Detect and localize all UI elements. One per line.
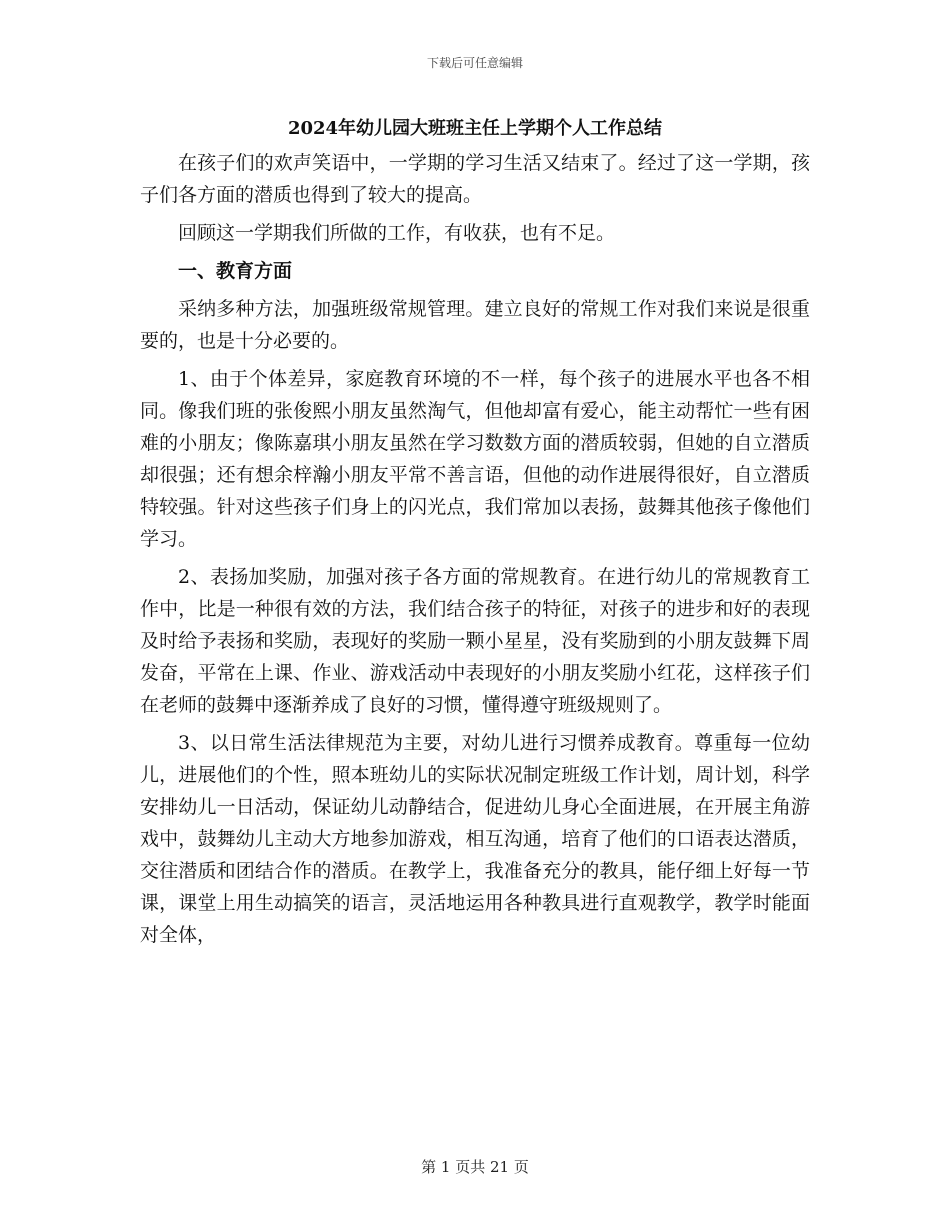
document-body: [140, 147, 810, 957]
list-item-2: 2、表扬加奖励，加强对孩子各方面的常规教育。在进行幼儿的常规教育工作中，比是一种很有效的方法，我们结合孩子的特征，对孩子的进步和好的表现及时给予表扬和奖励，表现好的奖励一颗小星星，没有奖励到的小朋友鼓舞下周发奋，平常在上课、作业、游戏活动中表现好的小朋友奖励小红花，这样孩子们在老师的鼓舞中逐渐养成了良好的习惯，懂得遵守班级规则了。: [140, 566, 810, 716]
page-header-note: 下载后可任意编辑: [426, 56, 523, 70]
list-item-3: 3、以日常生活法律规范为主要，对幼儿进行习惯养成教育。尊重每一位幼儿，进展他们的个性，照本班幼儿的实际状况制定班级工作计划，周计划，科学安排幼儿一日活动，保证幼儿动静结合，促进幼儿身心全面进展，在开展主角游戏中，鼓舞幼儿主动大方地参加游戏，相互沟通，培育了他们的口语表达潜质，交往潜质和团结合作的潜质。在教学上，我准备充分的教具，能仔细上好每一节课，课堂上用生动搞笑的语言，灵活地运用各种教具进行直观教学，教学时能面对全体，: [140, 732, 810, 946]
page-footer-number: 第 1 页共 21 页: [421, 1158, 529, 1176]
intro-paragraph-1: 在孩子们的欢声笑语中，一学期的学习生活又结束了。经过了这一学期，孩子们各方面的潜质也得到了较大的提高。: [140, 152, 810, 206]
intro-paragraph-2: 回顾这一学期我们所做的工作，有收获，也有不足。: [178, 222, 616, 244]
document-title: 2024年幼儿园大班班主任上学期个人工作总结: [287, 118, 663, 139]
section-lead-paragraph: 采纳多种方法，加强班级常规管理。建立良好的常规工作对我们来说是很重要的，也是十分必要的。: [140, 298, 810, 352]
list-item-1: 1、由于个体差异，家庭教育环境的不一样，每个孩子的进展水平也各不相同。像我们班的张俊熙小朋友虽然淘气，但他却富有爱心，能主动帮忙一些有困难的小朋友；像陈嘉琪小朋友虽然在学习数数方面的潜质较弱，但她的自立潜质却很强；还有想余梓瀚小朋友平常不善言语，但他的动作进展得很好，自立潜质特较强。针对这些孩子们身上的闪光点，我们常加以表扬，鼓舞其他孩子像他们学习。: [140, 368, 810, 550]
section-heading-education: 一、教育方面: [178, 260, 293, 282]
